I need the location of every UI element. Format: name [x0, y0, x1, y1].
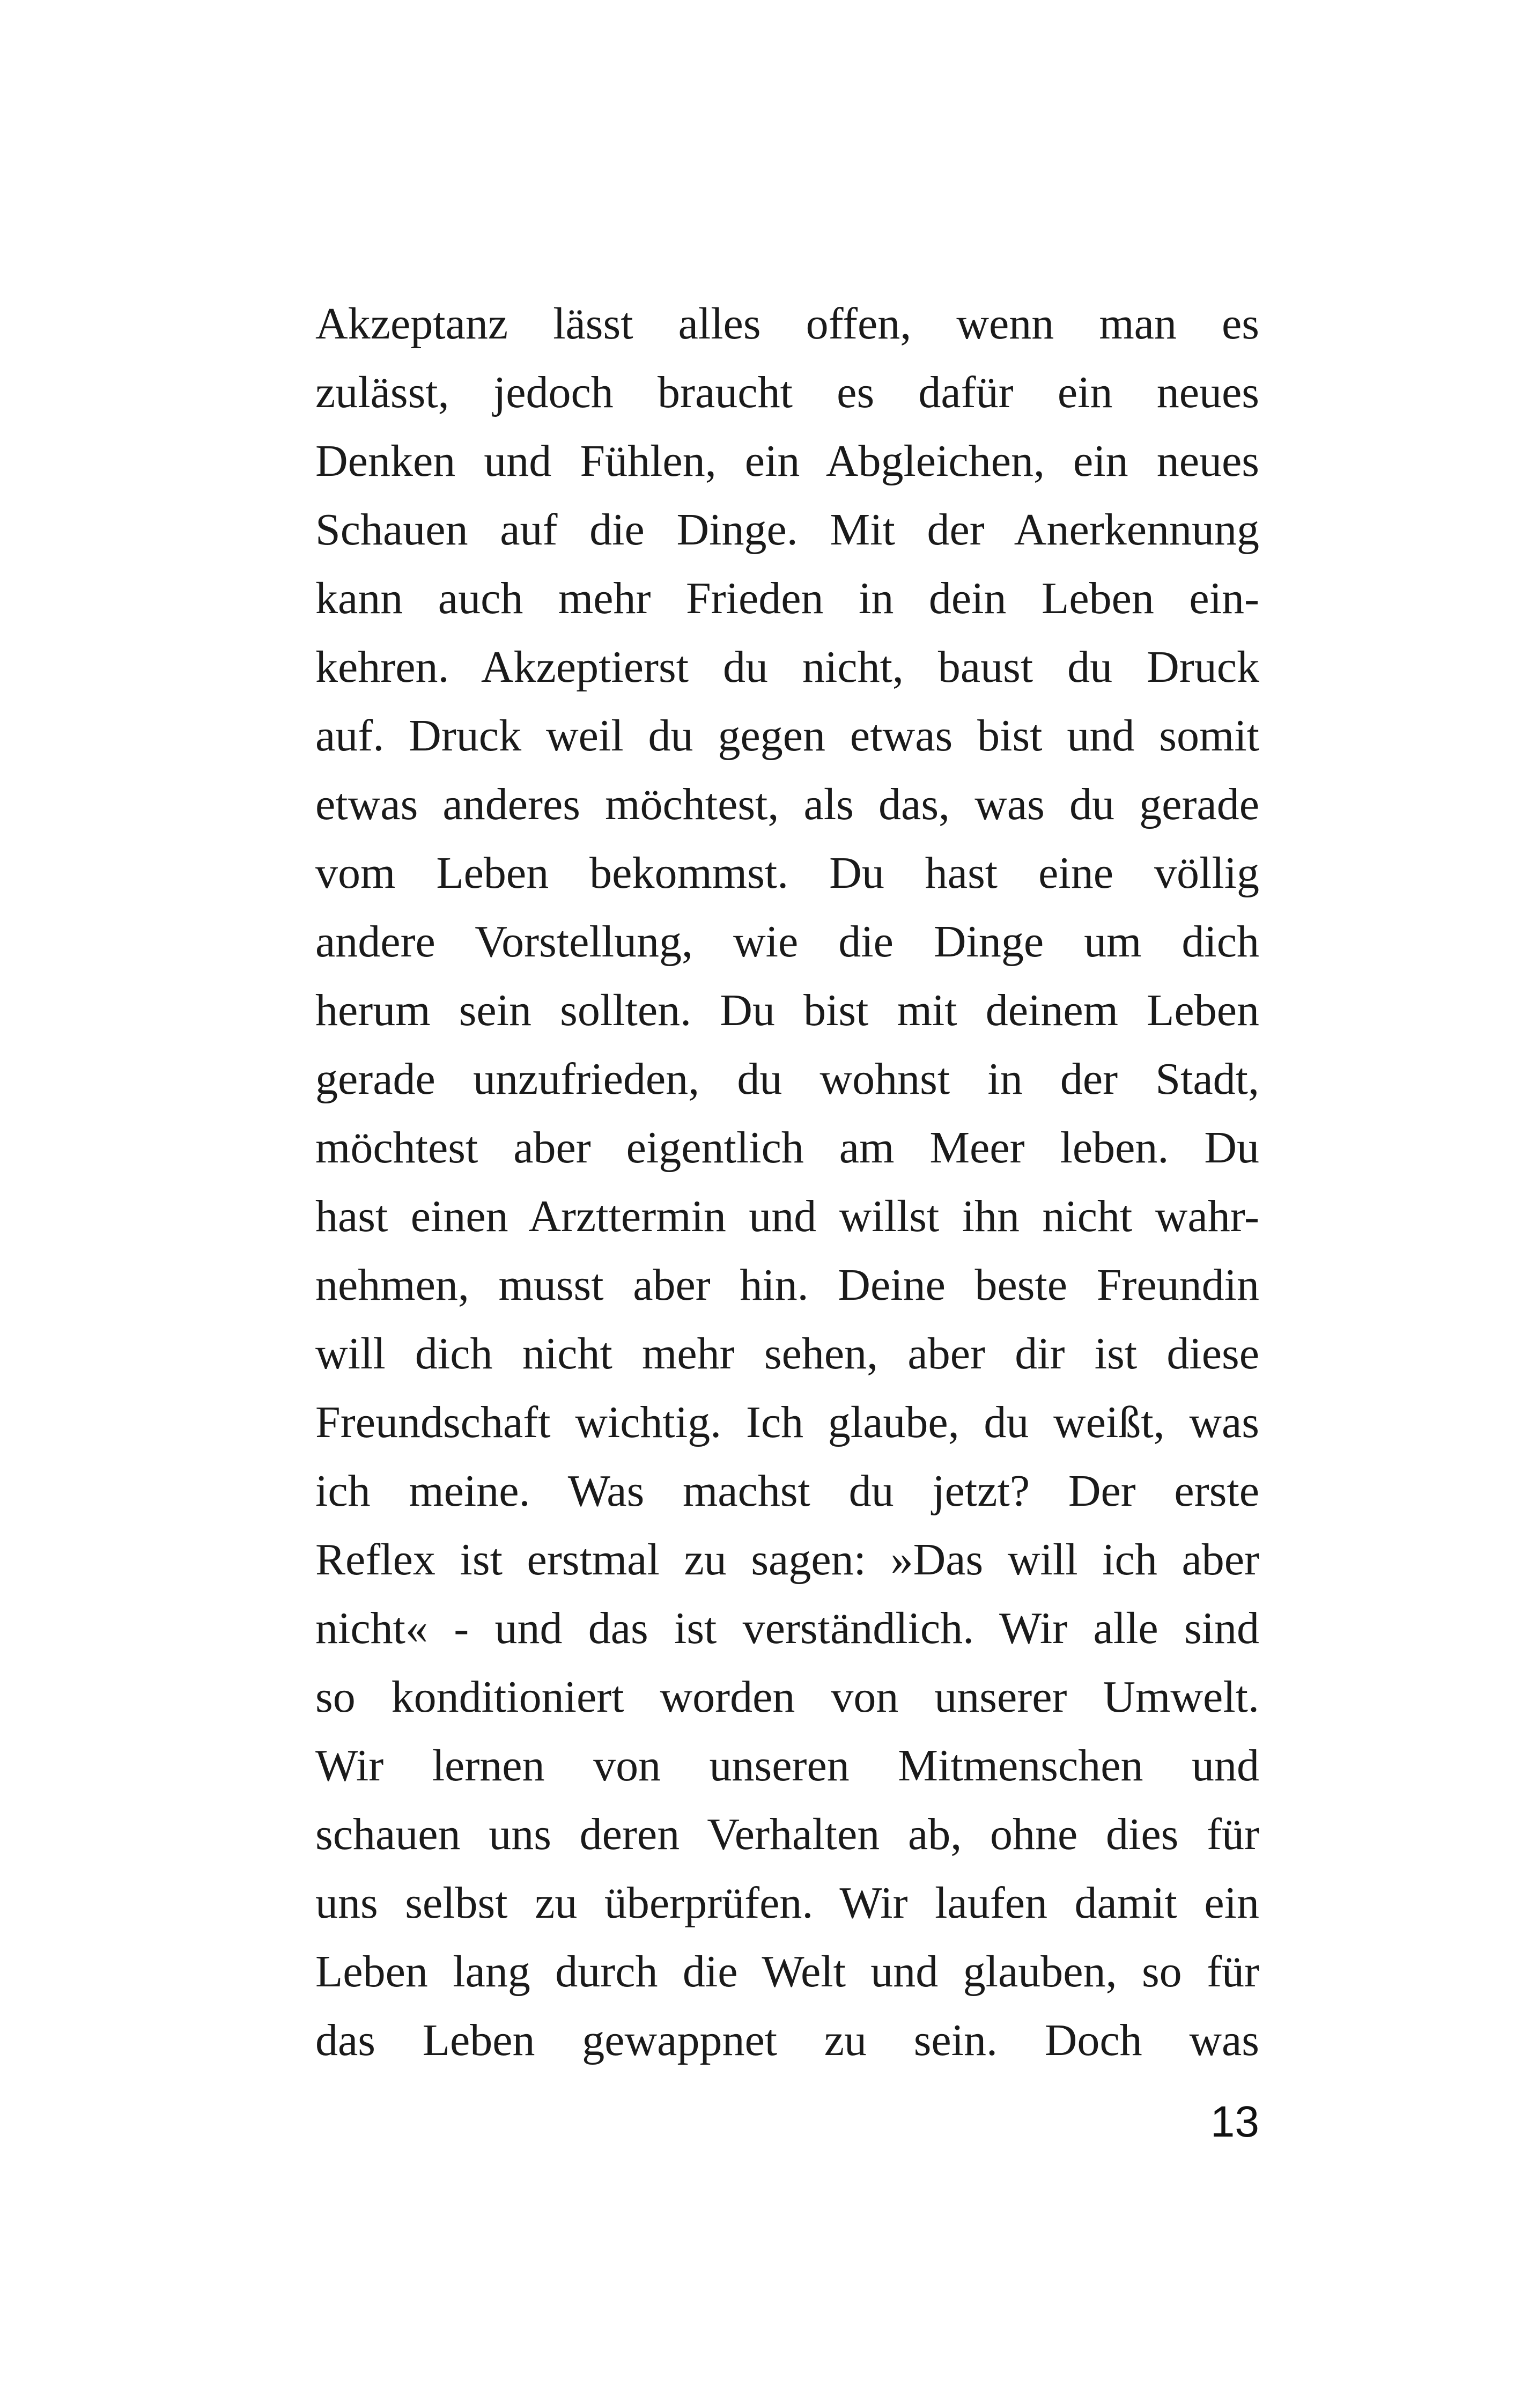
page-number: 13: [1210, 2097, 1259, 2146]
text-line: Akzeptanz lässt alles offen, wenn man es: [315, 299, 1259, 349]
text-line: Leben lang durch die Welt und glauben, so für: [315, 1947, 1259, 1997]
text-line: herum sein sollten. Du bist mit deinem Leben: [315, 985, 1259, 1035]
text-line: nicht« - und das ist verständlich. Wir alle sind: [315, 1603, 1259, 1653]
text-line: gerade unzufrieden, du wohnst in der Stadt,: [315, 1054, 1259, 1104]
text-line: nehmen, musst aber hin. Deine beste Freundin: [315, 1260, 1259, 1310]
text-line: Schauen auf die Dinge. Mit der Anerkennung: [315, 505, 1259, 555]
text-line: schauen uns deren Verhalten ab, ohne dies für: [315, 1809, 1259, 1859]
text-line: hast einen Arzttermin und willst ihn nicht wahr-: [315, 1191, 1259, 1241]
text-line: Freundschaft wichtig. Ich glaube, du weißt, was: [315, 1397, 1259, 1447]
text-line: möchtest aber eigentlich am Meer leben. Du: [315, 1123, 1259, 1173]
text-line: Reflex ist erstmal zu sagen: »Das will ich aber: [315, 1535, 1259, 1585]
text-line: Wir lernen von unseren Mitmenschen und: [315, 1741, 1259, 1791]
text-line: ich meine. Was machst du jetzt? Der erste: [315, 1466, 1259, 1516]
text-line: kann auch mehr Frieden in dein Leben ein-: [315, 573, 1259, 623]
text-line: zulässt, jedoch braucht es dafür ein neues: [315, 367, 1259, 417]
text-line: vom Leben bekommst. Du hast eine völlig: [315, 848, 1259, 898]
text-line: das Leben gewappnet zu sein. Doch was: [315, 2015, 1259, 2065]
body-text: [315, 290, 1259, 2075]
text-line: kehren. Akzeptierst du nicht, baust du Druck: [315, 642, 1259, 692]
text-line: uns selbst zu überprüfen. Wir laufen damit ein: [315, 1878, 1259, 1928]
text-line: so konditioniert worden von unserer Umwelt.: [315, 1672, 1259, 1722]
text-line: andere Vorstellung, wie die Dinge um dich: [315, 917, 1259, 967]
text-line: auf. Druck weil du gegen etwas bist und somit: [315, 711, 1259, 761]
text-line: etwas anderes möchtest, als das, was du gerade: [315, 779, 1259, 829]
text-line: Denken und Fühlen, ein Abgleichen, ein neues: [315, 436, 1259, 486]
text-line: will dich nicht mehr sehen, aber dir ist diese: [315, 1329, 1259, 1379]
